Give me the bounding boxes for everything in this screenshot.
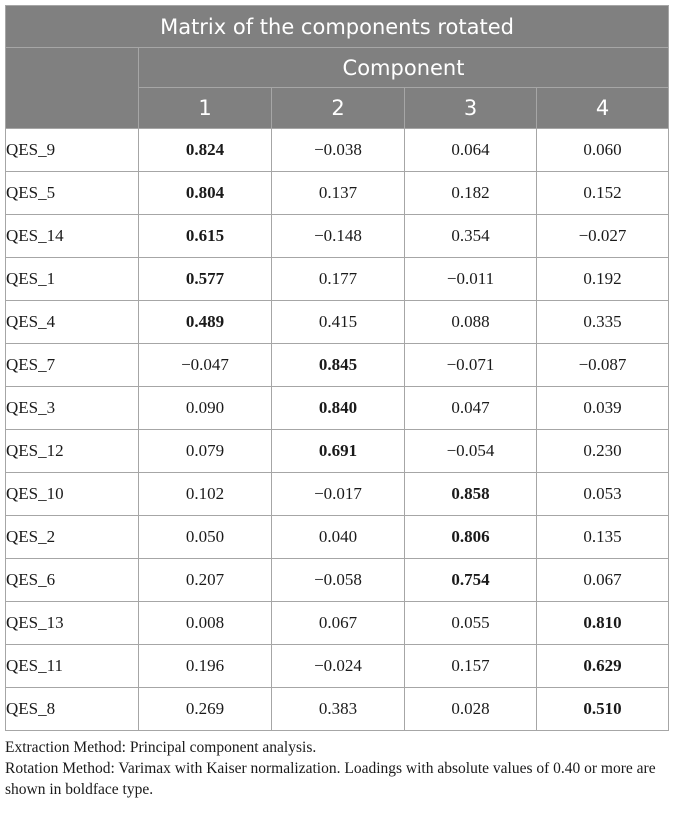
loading-cell: 0.137 [272, 172, 405, 215]
loading-cell: 0.102 [139, 473, 272, 516]
row-label: QES_7 [6, 344, 139, 387]
rotation-method-note: Rotation Method: Varimax with Kaiser normalization. Loadings with absolute values of 0.40 or more are shown in boldface type. [5, 760, 656, 798]
row-label: QES_2 [6, 516, 139, 559]
row-label: QES_14 [6, 215, 139, 258]
loading-cell: 0.196 [139, 645, 272, 688]
loading-cell: −0.148 [272, 215, 405, 258]
loading-cell: 0.152 [537, 172, 669, 215]
row-label: QES_1 [6, 258, 139, 301]
loading-cell: 0.335 [537, 301, 669, 344]
loading-cell: 0.028 [405, 688, 537, 731]
loading-cell: 0.489 [139, 301, 272, 344]
table-row [6, 215, 669, 258]
table-row [6, 387, 669, 430]
component-header: Component [139, 48, 669, 88]
table-row [6, 430, 669, 473]
loading-cell: 0.415 [272, 301, 405, 344]
loading-cell: 0.845 [272, 344, 405, 387]
loading-cell: 0.840 [272, 387, 405, 430]
loading-cell: 0.810 [537, 602, 669, 645]
component-column-3: 3 [405, 88, 537, 129]
loading-cell: 0.135 [537, 516, 669, 559]
loading-cell: 0.079 [139, 430, 272, 473]
loading-cell: −0.024 [272, 645, 405, 688]
table-row [6, 301, 669, 344]
table-row [6, 645, 669, 688]
row-label: QES_4 [6, 301, 139, 344]
loading-cell: 0.050 [139, 516, 272, 559]
loading-cell: 0.067 [537, 559, 669, 602]
table-row [6, 129, 669, 172]
row-label: QES_10 [6, 473, 139, 516]
row-label: QES_11 [6, 645, 139, 688]
table-row [6, 258, 669, 301]
loading-cell: 0.824 [139, 129, 272, 172]
loading-cell: 0.039 [537, 387, 669, 430]
loading-cell: 0.088 [405, 301, 537, 344]
row-label: QES_12 [6, 430, 139, 473]
loading-cell: −0.071 [405, 344, 537, 387]
table-footnotes [5, 737, 673, 800]
row-label: QES_3 [6, 387, 139, 430]
loading-cell: −0.017 [272, 473, 405, 516]
loading-cell: 0.629 [537, 645, 669, 688]
loading-cell: 0.060 [537, 129, 669, 172]
table-row [6, 602, 669, 645]
loading-cell: −0.038 [272, 129, 405, 172]
loading-cell: −0.047 [139, 344, 272, 387]
loading-cell: 0.040 [272, 516, 405, 559]
loading-cell: 0.053 [537, 473, 669, 516]
loading-cell: 0.090 [139, 387, 272, 430]
loading-cell: 0.157 [405, 645, 537, 688]
row-label: QES_6 [6, 559, 139, 602]
extraction-method-note: Extraction Method: Principal component analysis. [5, 739, 317, 756]
loading-cell: 0.858 [405, 473, 537, 516]
loading-cell: 0.383 [272, 688, 405, 731]
row-label: QES_5 [6, 172, 139, 215]
loading-cell: −0.011 [405, 258, 537, 301]
loading-cell: 0.177 [272, 258, 405, 301]
loading-cell: 0.754 [405, 559, 537, 602]
loading-cell: 0.269 [139, 688, 272, 731]
table-row [6, 473, 669, 516]
component-column-2: 2 [272, 88, 405, 129]
loading-cell: 0.064 [405, 129, 537, 172]
loading-cell: 0.182 [405, 172, 537, 215]
row-label: QES_9 [6, 129, 139, 172]
loading-cell: 0.510 [537, 688, 669, 731]
component-column-1: 1 [139, 88, 272, 129]
loading-cell: 0.230 [537, 430, 669, 473]
loading-cell: −0.054 [405, 430, 537, 473]
loading-cell: 0.615 [139, 215, 272, 258]
loading-cell: 0.067 [272, 602, 405, 645]
row-label: QES_8 [6, 688, 139, 731]
loading-cell: 0.008 [139, 602, 272, 645]
table-body [6, 129, 669, 731]
loading-cell: 0.192 [537, 258, 669, 301]
table-row [6, 516, 669, 559]
loading-cell: −0.027 [537, 215, 669, 258]
table-title: Matrix of the components rotated [6, 6, 669, 48]
loading-cell: 0.047 [405, 387, 537, 430]
row-label-header [6, 48, 139, 129]
loading-cell: 0.804 [139, 172, 272, 215]
table-row [6, 688, 669, 731]
loading-cell: 0.691 [272, 430, 405, 473]
loading-cell: −0.087 [537, 344, 669, 387]
table-row [6, 559, 669, 602]
loading-cell: 0.806 [405, 516, 537, 559]
loading-cell: 0.055 [405, 602, 537, 645]
table-row [6, 172, 669, 215]
component-column-4: 4 [537, 88, 669, 129]
table-row [6, 344, 669, 387]
row-label: QES_13 [6, 602, 139, 645]
loading-cell: −0.058 [272, 559, 405, 602]
loading-cell: 0.577 [139, 258, 272, 301]
loading-cell: 0.207 [139, 559, 272, 602]
loading-cell: 0.354 [405, 215, 537, 258]
rotated-component-matrix-table [5, 5, 669, 731]
